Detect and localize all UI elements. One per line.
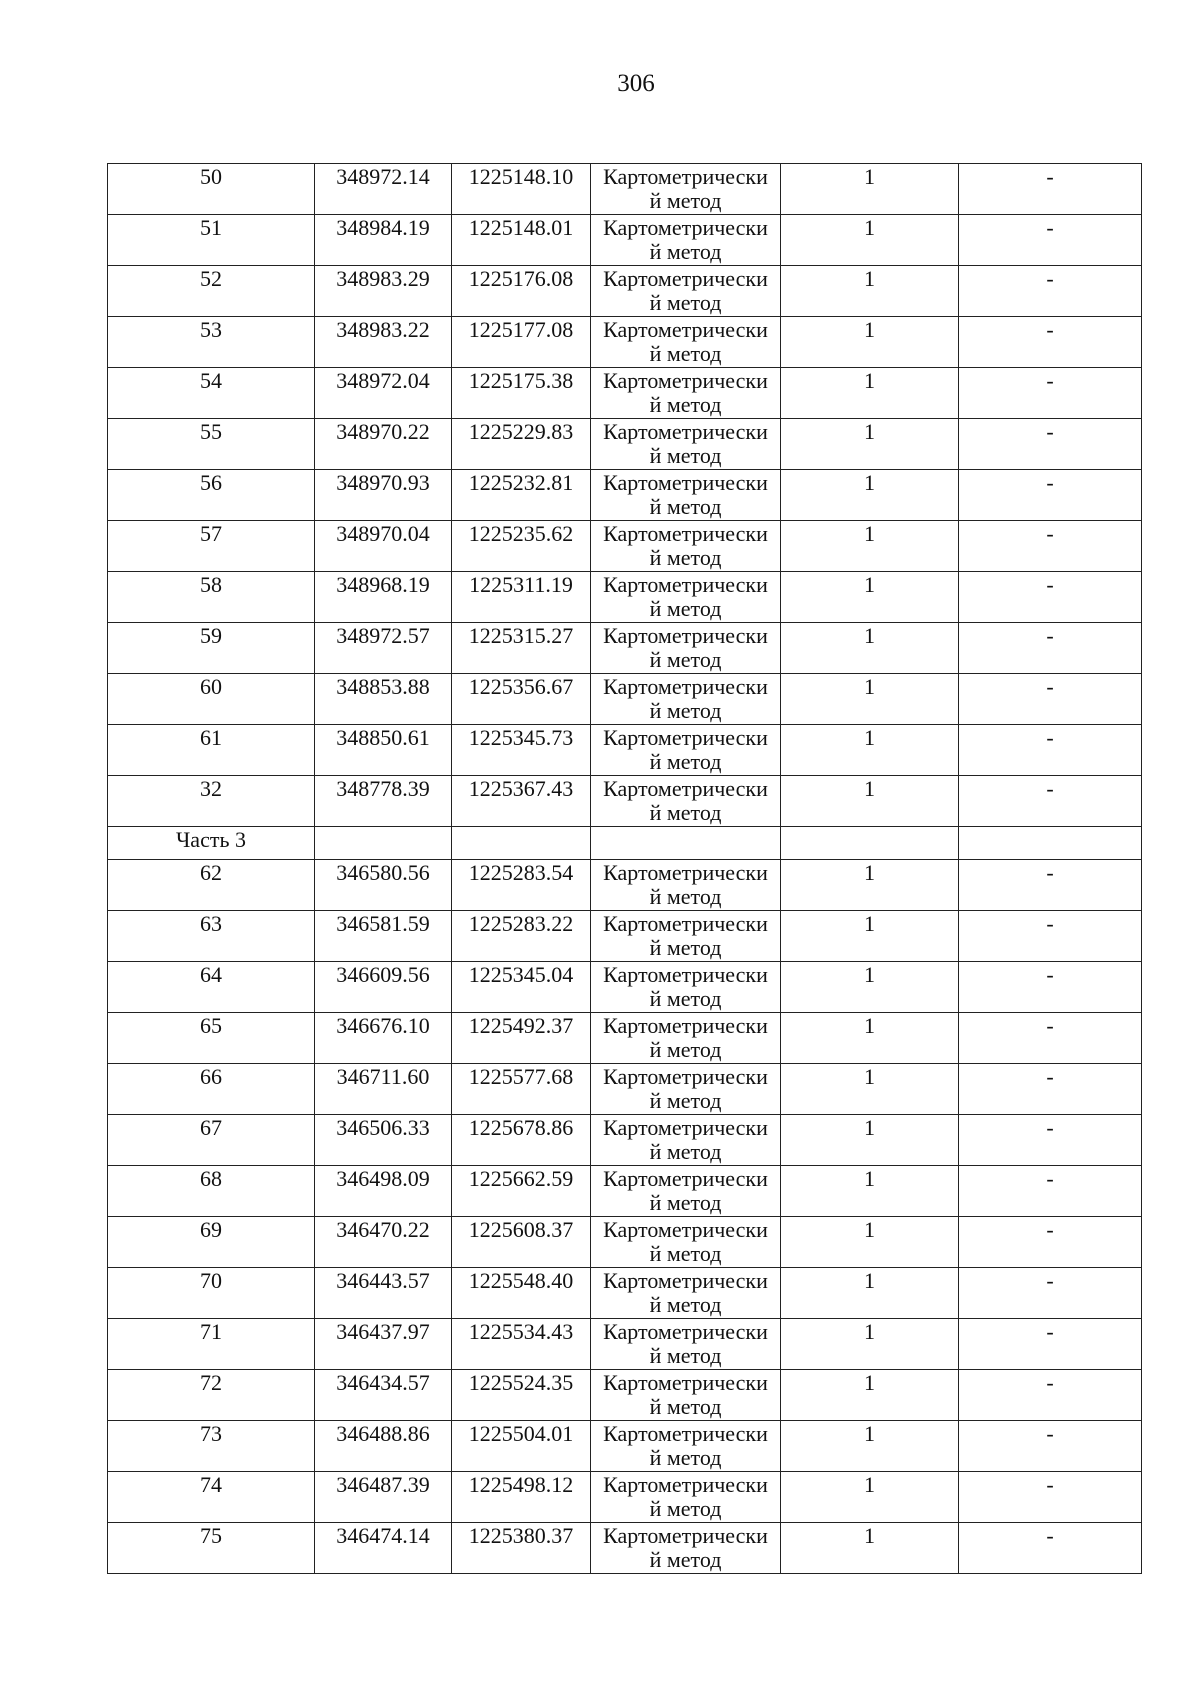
table-row: [108, 1472, 1142, 1523]
point-number-cell: 55: [108, 419, 315, 470]
point-number-cell: 50: [108, 164, 315, 215]
accuracy-cell: 1: [781, 521, 959, 572]
method-text-line1: Картометрически: [603, 1217, 768, 1242]
method-text-line1: Картометрически: [603, 1472, 768, 1497]
point-number-cell: 71: [108, 1319, 315, 1370]
method-cell: [591, 1166, 781, 1217]
table-row: [108, 470, 1142, 521]
point-number-cell: 73: [108, 1421, 315, 1472]
point-number-cell: 58: [108, 572, 315, 623]
method-cell: [591, 419, 781, 470]
method-text-line2: й метод: [649, 1088, 722, 1113]
method-text-line2: й метод: [649, 698, 722, 723]
table-row: [108, 1268, 1142, 1319]
method-text-line2: й метод: [649, 986, 722, 1011]
note-cell: -: [959, 1217, 1142, 1268]
point-number-cell: 51: [108, 215, 315, 266]
y-coordinate-cell: 1225315.27: [452, 623, 591, 674]
x-coordinate-cell: 348972.14: [315, 164, 452, 215]
y-coordinate-cell: 1225283.54: [452, 860, 591, 911]
method-cell: [591, 572, 781, 623]
y-coordinate-cell: 1225345.73: [452, 725, 591, 776]
note-cell: -: [959, 1013, 1142, 1064]
method-text-line2: й метод: [649, 1343, 722, 1368]
method-cell: [591, 215, 781, 266]
table-row: [108, 521, 1142, 572]
method-text-line2: й метод: [649, 1547, 722, 1572]
note-cell: -: [959, 266, 1142, 317]
point-number-cell: 56: [108, 470, 315, 521]
x-coordinate-cell: 348984.19: [315, 215, 452, 266]
method-text-line1: Картометрически: [603, 470, 768, 495]
accuracy-cell: 1: [781, 164, 959, 215]
method-cell: [591, 860, 781, 911]
note-cell: -: [959, 1421, 1142, 1472]
y-coordinate-cell: 1225678.86: [452, 1115, 591, 1166]
method-text-line2: й метод: [649, 647, 722, 672]
point-number-cell: 57: [108, 521, 315, 572]
method-text-line1: Картометрически: [603, 266, 768, 291]
method-text-line2: й метод: [649, 596, 722, 621]
accuracy-cell: 1: [781, 572, 959, 623]
note-cell: -: [959, 419, 1142, 470]
x-coordinate-cell: 348853.88: [315, 674, 452, 725]
method-text-line1: Картометрически: [603, 674, 768, 699]
method-text-line2: й метод: [649, 1139, 722, 1164]
method-text-line2: й метод: [649, 800, 722, 825]
coordinates-table: [107, 163, 1142, 1574]
method-cell: [591, 1421, 781, 1472]
method-cell: [591, 164, 781, 215]
y-coordinate-cell: 1225177.08: [452, 317, 591, 368]
y-coordinate-cell: 1225175.38: [452, 368, 591, 419]
note-cell: -: [959, 572, 1142, 623]
y-coordinate-cell: 1225577.68: [452, 1064, 591, 1115]
note-cell: -: [959, 1268, 1142, 1319]
empty-cell: [959, 827, 1142, 860]
accuracy-cell: 1: [781, 215, 959, 266]
accuracy-cell: 1: [781, 1268, 959, 1319]
note-cell: -: [959, 674, 1142, 725]
method-text-line2: й метод: [649, 494, 722, 519]
y-coordinate-cell: 1225524.35: [452, 1370, 591, 1421]
accuracy-cell: 1: [781, 1115, 959, 1166]
y-coordinate-cell: 1225283.22: [452, 911, 591, 962]
table-row: [108, 164, 1142, 215]
note-cell: -: [959, 860, 1142, 911]
x-coordinate-cell: 346487.39: [315, 1472, 452, 1523]
note-cell: -: [959, 1064, 1142, 1115]
method-cell: [591, 1523, 781, 1574]
x-coordinate-cell: 346443.57: [315, 1268, 452, 1319]
method-text-line2: й метод: [649, 749, 722, 774]
x-coordinate-cell: 346506.33: [315, 1115, 452, 1166]
x-coordinate-cell: 346676.10: [315, 1013, 452, 1064]
table-row: [108, 1064, 1142, 1115]
method-text-line1: Картометрически: [603, 725, 768, 750]
method-cell: [591, 623, 781, 674]
point-number-cell: 54: [108, 368, 315, 419]
accuracy-cell: 1: [781, 1217, 959, 1268]
table-row: [108, 1421, 1142, 1472]
table-row: [108, 860, 1142, 911]
x-coordinate-cell: 348983.22: [315, 317, 452, 368]
method-text-line2: й метод: [649, 1037, 722, 1062]
method-text-line2: й метод: [649, 443, 722, 468]
method-cell: [591, 317, 781, 368]
x-coordinate-cell: 346488.86: [315, 1421, 452, 1472]
note-cell: -: [959, 1115, 1142, 1166]
method-cell: [591, 470, 781, 521]
point-number-cell: 65: [108, 1013, 315, 1064]
method-text-line2: й метод: [649, 1394, 722, 1419]
method-text-line1: Картометрически: [603, 419, 768, 444]
table-row: [108, 674, 1142, 725]
table-row: [108, 1115, 1142, 1166]
point-number-cell: 67: [108, 1115, 315, 1166]
method-text-line1: Картометрически: [603, 911, 768, 936]
y-coordinate-cell: 1225548.40: [452, 1268, 591, 1319]
table-row: [108, 266, 1142, 317]
method-text-line1: Картометрически: [603, 521, 768, 546]
method-cell: [591, 725, 781, 776]
method-text-line2: й метод: [649, 1190, 722, 1215]
method-text-line1: Картометрически: [603, 1421, 768, 1446]
method-text-line1: Картометрически: [603, 1166, 768, 1191]
table-row: [108, 572, 1142, 623]
method-cell: [591, 266, 781, 317]
page-number: 306: [617, 70, 655, 97]
method-text-line1: Картометрически: [603, 1115, 768, 1140]
method-cell: [591, 1319, 781, 1370]
y-coordinate-cell: 1225311.19: [452, 572, 591, 623]
table-row: [108, 215, 1142, 266]
accuracy-cell: 1: [781, 317, 959, 368]
note-cell: -: [959, 1166, 1142, 1217]
x-coordinate-cell: 348850.61: [315, 725, 452, 776]
note-cell: -: [959, 317, 1142, 368]
method-text-line2: й метод: [649, 392, 722, 417]
method-cell: [591, 1472, 781, 1523]
x-coordinate-cell: 346711.60: [315, 1064, 452, 1115]
accuracy-cell: 1: [781, 911, 959, 962]
accuracy-cell: 1: [781, 266, 959, 317]
point-number-cell: 72: [108, 1370, 315, 1421]
x-coordinate-cell: 348970.22: [315, 419, 452, 470]
table-row: [108, 368, 1142, 419]
accuracy-cell: 1: [781, 1523, 959, 1574]
method-text-line1: Картометрически: [603, 1013, 768, 1038]
empty-cell: [781, 827, 959, 860]
table-row: [108, 1166, 1142, 1217]
point-number-cell: 70: [108, 1268, 315, 1319]
note-cell: -: [959, 623, 1142, 674]
x-coordinate-cell: 346580.56: [315, 860, 452, 911]
method-cell: [591, 776, 781, 827]
method-text-line1: Картометрически: [603, 623, 768, 648]
y-coordinate-cell: 1225662.59: [452, 1166, 591, 1217]
point-number-cell: 62: [108, 860, 315, 911]
table-row: [108, 1319, 1142, 1370]
accuracy-cell: 1: [781, 725, 959, 776]
note-cell: -: [959, 725, 1142, 776]
accuracy-cell: 1: [781, 674, 959, 725]
method-text-line2: й метод: [649, 1292, 722, 1317]
y-coordinate-cell: 1225498.12: [452, 1472, 591, 1523]
method-text-line1: Картометрически: [603, 1523, 768, 1548]
method-text-line2: й метод: [649, 1445, 722, 1470]
empty-cell: [315, 827, 452, 860]
point-number-cell: 63: [108, 911, 315, 962]
y-coordinate-cell: 1225356.67: [452, 674, 591, 725]
x-coordinate-cell: 348983.29: [315, 266, 452, 317]
method-cell: [591, 674, 781, 725]
section-row: [108, 827, 1142, 860]
y-coordinate-cell: 1225492.37: [452, 1013, 591, 1064]
method-cell: [591, 521, 781, 572]
point-number-cell: 52: [108, 266, 315, 317]
accuracy-cell: 1: [781, 776, 959, 827]
note-cell: -: [959, 1370, 1142, 1421]
method-cell: [591, 1064, 781, 1115]
x-coordinate-cell: 348778.39: [315, 776, 452, 827]
note-cell: -: [959, 164, 1142, 215]
method-text-line1: Картометрически: [603, 368, 768, 393]
point-number-cell: 53: [108, 317, 315, 368]
method-text-line2: й метод: [649, 290, 722, 315]
x-coordinate-cell: 346474.14: [315, 1523, 452, 1574]
point-number-cell: 74: [108, 1472, 315, 1523]
method-text-line2: й метод: [649, 545, 722, 570]
method-text-line2: й метод: [649, 341, 722, 366]
accuracy-cell: 1: [781, 962, 959, 1013]
y-coordinate-cell: 1225504.01: [452, 1421, 591, 1472]
point-number-cell: 66: [108, 1064, 315, 1115]
x-coordinate-cell: 346609.56: [315, 962, 452, 1013]
table-row: [108, 1013, 1142, 1064]
note-cell: -: [959, 776, 1142, 827]
x-coordinate-cell: 346581.59: [315, 911, 452, 962]
note-cell: -: [959, 962, 1142, 1013]
y-coordinate-cell: 1225232.81: [452, 470, 591, 521]
y-coordinate-cell: 1225229.83: [452, 419, 591, 470]
method-text-line1: Картометрически: [603, 1319, 768, 1344]
accuracy-cell: 1: [781, 1472, 959, 1523]
method-text-line2: й метод: [649, 935, 722, 960]
y-coordinate-cell: 1225235.62: [452, 521, 591, 572]
point-number-cell: 32: [108, 776, 315, 827]
method-text-line1: Картометрически: [603, 215, 768, 240]
point-number-cell: 61: [108, 725, 315, 776]
section-label: Часть 3: [108, 827, 315, 860]
method-text-line1: Картометрически: [603, 1064, 768, 1089]
table-row: [108, 1370, 1142, 1421]
method-text-line2: й метод: [649, 188, 722, 213]
accuracy-cell: 1: [781, 623, 959, 674]
x-coordinate-cell: 346498.09: [315, 1166, 452, 1217]
accuracy-cell: 1: [781, 1013, 959, 1064]
method-text-line2: й метод: [649, 884, 722, 909]
method-cell: [591, 911, 781, 962]
method-text-line1: Картометрически: [603, 860, 768, 885]
note-cell: -: [959, 470, 1142, 521]
coordinates-table-body: [108, 164, 1142, 1574]
point-number-cell: 59: [108, 623, 315, 674]
accuracy-cell: 1: [781, 1421, 959, 1472]
y-coordinate-cell: 1225367.43: [452, 776, 591, 827]
method-cell: [591, 1370, 781, 1421]
table-row: [108, 623, 1142, 674]
y-coordinate-cell: 1225176.08: [452, 266, 591, 317]
method-text-line1: Картометрически: [603, 572, 768, 597]
accuracy-cell: 1: [781, 368, 959, 419]
method-text-line1: Картометрически: [603, 776, 768, 801]
accuracy-cell: 1: [781, 470, 959, 521]
point-number-cell: 68: [108, 1166, 315, 1217]
point-number-cell: 60: [108, 674, 315, 725]
method-text-line1: Картометрически: [603, 962, 768, 987]
table-row: [108, 1523, 1142, 1574]
accuracy-cell: 1: [781, 1319, 959, 1370]
note-cell: -: [959, 911, 1142, 962]
method-text-line2: й метод: [649, 239, 722, 264]
x-coordinate-cell: 346437.97: [315, 1319, 452, 1370]
note-cell: -: [959, 1319, 1142, 1370]
note-cell: -: [959, 1472, 1142, 1523]
point-number-cell: 75: [108, 1523, 315, 1574]
table-row: [108, 911, 1142, 962]
y-coordinate-cell: 1225380.37: [452, 1523, 591, 1574]
table-row: [108, 962, 1142, 1013]
point-number-cell: 64: [108, 962, 315, 1013]
method-text-line2: й метод: [649, 1241, 722, 1266]
accuracy-cell: 1: [781, 860, 959, 911]
x-coordinate-cell: 348972.57: [315, 623, 452, 674]
method-cell: [591, 1268, 781, 1319]
y-coordinate-cell: 1225148.01: [452, 215, 591, 266]
table-row: [108, 1217, 1142, 1268]
method-cell: [591, 962, 781, 1013]
method-text-line1: Картометрически: [603, 1268, 768, 1293]
accuracy-cell: 1: [781, 1370, 959, 1421]
y-coordinate-cell: 1225148.10: [452, 164, 591, 215]
empty-cell: [452, 827, 591, 860]
x-coordinate-cell: 346434.57: [315, 1370, 452, 1421]
x-coordinate-cell: 348970.93: [315, 470, 452, 521]
method-cell: [591, 1115, 781, 1166]
table-row: [108, 776, 1142, 827]
method-text-line1: Картометрически: [603, 164, 768, 189]
method-cell: [591, 1013, 781, 1064]
method-text-line2: й метод: [649, 1496, 722, 1521]
note-cell: -: [959, 1523, 1142, 1574]
note-cell: -: [959, 521, 1142, 572]
accuracy-cell: 1: [781, 1166, 959, 1217]
empty-cell: [591, 827, 781, 860]
method-text-line1: Картометрически: [603, 1370, 768, 1395]
note-cell: -: [959, 368, 1142, 419]
accuracy-cell: 1: [781, 419, 959, 470]
table-row: [108, 419, 1142, 470]
x-coordinate-cell: 348970.04: [315, 521, 452, 572]
method-cell: [591, 1217, 781, 1268]
method-cell: [591, 368, 781, 419]
y-coordinate-cell: 1225345.04: [452, 962, 591, 1013]
x-coordinate-cell: 348972.04: [315, 368, 452, 419]
note-cell: -: [959, 215, 1142, 266]
x-coordinate-cell: 346470.22: [315, 1217, 452, 1268]
y-coordinate-cell: 1225608.37: [452, 1217, 591, 1268]
table-row: [108, 725, 1142, 776]
point-number-cell: 69: [108, 1217, 315, 1268]
table-row: [108, 317, 1142, 368]
x-coordinate-cell: 348968.19: [315, 572, 452, 623]
method-text-line1: Картометрически: [603, 317, 768, 342]
accuracy-cell: 1: [781, 1064, 959, 1115]
y-coordinate-cell: 1225534.43: [452, 1319, 591, 1370]
